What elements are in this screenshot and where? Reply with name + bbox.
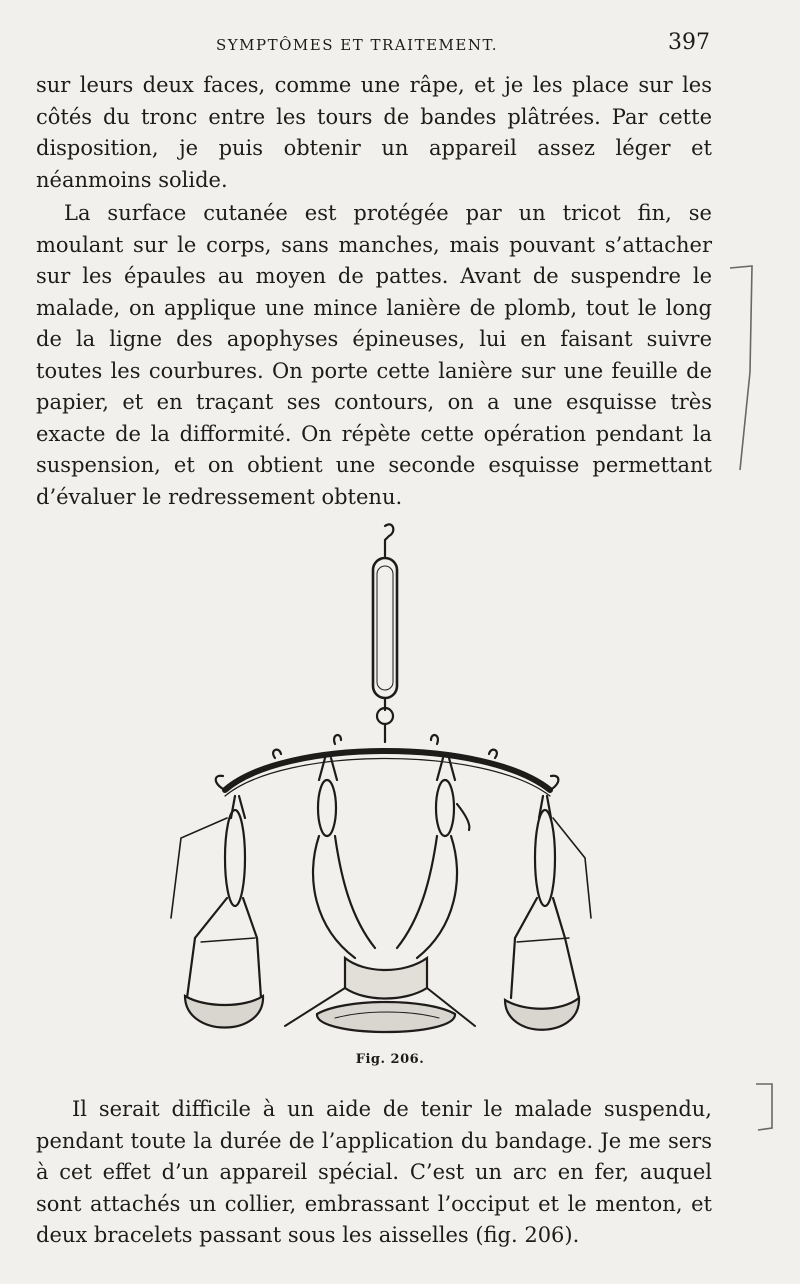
margin-bracket-mark-lower bbox=[752, 1080, 782, 1134]
paragraph-1: sur leurs deux faces, comme une râpe, et je les place sur les côtés du tronc entre les tours de bandes plâtrées. Par cette disposition, je puis obtenir un appareil assez léger et néanmoins solide. bbox=[36, 73, 712, 192]
running-head bbox=[36, 30, 712, 60]
paragraph-2: La surface cutanée est protégée par un tricot fin, se moulant sur le corps, sans manches, mais pouvant s’attacher sur les épaules au moyen de pattes. Avant de suspendre le malade, on applique une mince lanière de plomb, tout le long de la ligne des apophyses épineuses, lui en faisant suivre toutes les courbures. On porte cette lanière sur une feuille de papier, et en traçant ses contours, on a une esquisse très exacte de la difformité. On répète cette opération pendant la suspension, et on obtient une seconde esquisse permettant d’évaluer le redressement obtenu. bbox=[36, 201, 712, 509]
running-title: SYMPTÔMES ET TRAITEMENT. bbox=[216, 36, 499, 54]
suspension-apparatus-illustration bbox=[165, 518, 605, 1048]
figure-caption: Fig. 206. bbox=[355, 1052, 425, 1067]
margin-bracket-mark bbox=[728, 262, 758, 474]
page-number: 397 bbox=[668, 30, 710, 55]
paragraph-3: Il serait difficile à un aide de tenir le malade suspendu, pendant toute la durée de l’application du bandage. Je me sers à cet effet d’un appareil spécial. C’est un arc en fer, auquel sont attachés un collier, embrassant l’occiput et le menton, et deux bracelets passant sous les aisselles (fig. 206). bbox=[36, 1097, 712, 1247]
